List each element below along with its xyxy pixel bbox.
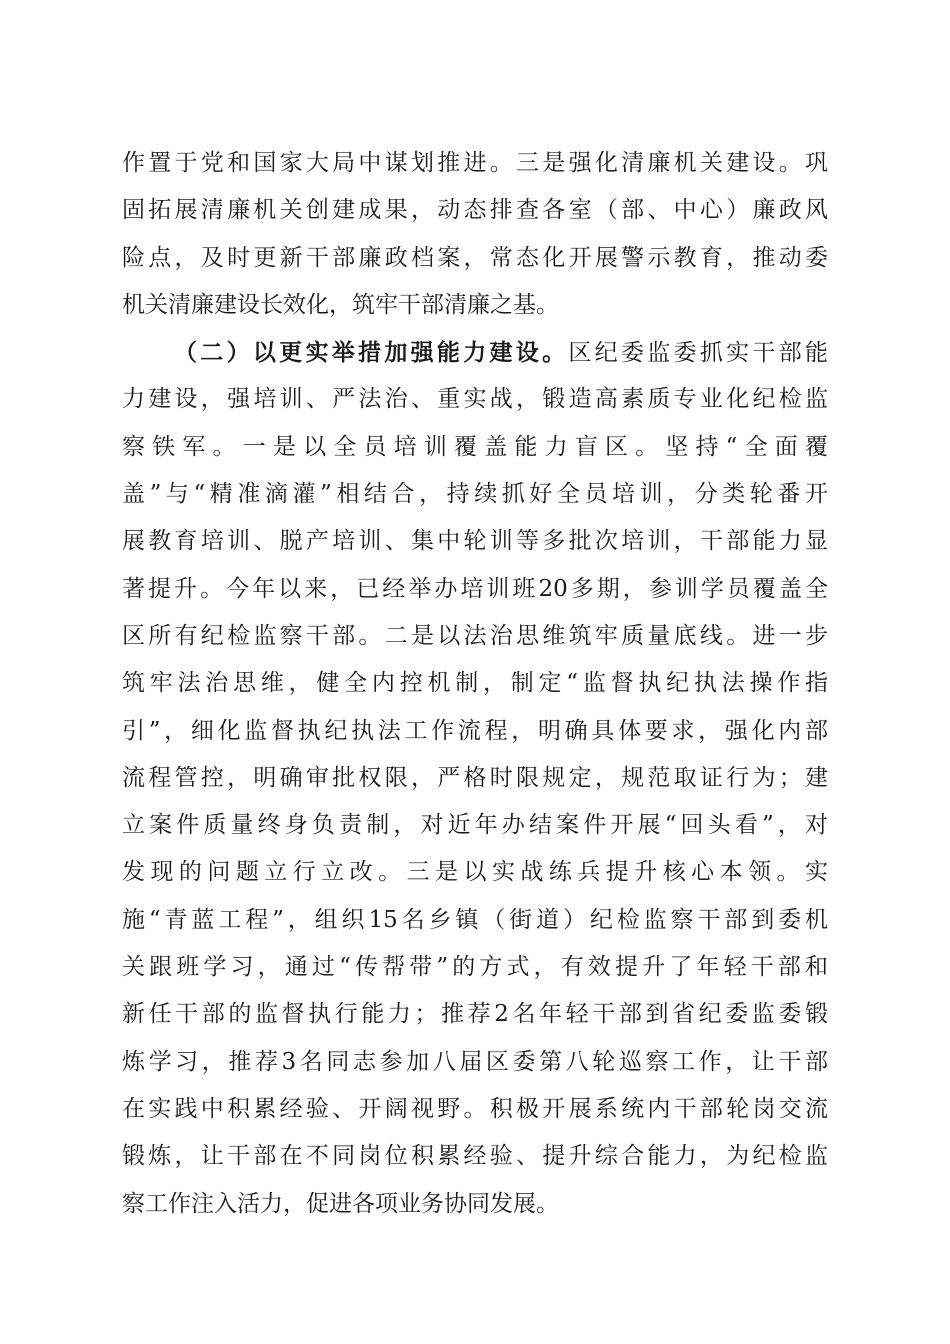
text-line: 锻炼，让干部在不同岗位积累经验、提升综合能力，为纪检监 — [122, 1143, 828, 1170]
text-line: 力建设，强培训、严法治、重实战，锻造高素质专业化纪检监 — [122, 386, 828, 413]
text-line: 炼学习，推荐3名同志参加八届区委第八轮巡察工作，让干部 — [122, 1048, 828, 1075]
text-line: 立案件质量终身负责制，对近年办结案件开展“回头看”，对 — [122, 812, 828, 839]
text-line: 固拓展清廉机关创建成果，动态排查各室（部、中心）廉政风 — [122, 197, 828, 224]
text-run: 区纪委监委抓实干部能 — [568, 340, 829, 367]
text-line: 筑牢法治思维，健全内控机制，制定“监督执纪执法操作指 — [122, 670, 828, 697]
text-line: 发现的问题立行立改。三是以实战练兵提升核心本领。实 — [122, 859, 828, 886]
paragraph-first-line — [122, 329, 828, 376]
text-line: 险点，及时更新干部廉政档案，常态化开展警示教育，推动委 — [122, 244, 828, 271]
body-text — [122, 140, 828, 1228]
section-heading: （二）以更实举措加强能力建设。 — [174, 339, 569, 367]
text-line: 察工作注入活力，促进各项业务协同发展。 — [122, 1190, 559, 1217]
text-line: 新任干部的监督执行能力；推荐2名年轻干部到省纪委监委锻 — [122, 1001, 828, 1028]
text-line: 引”，细化监督执纪执法工作流程，明确具体要求，强化内部 — [122, 717, 828, 744]
text-line: 展教育培训、脱产培训、集中轮训等多批次培训，干部能力显 — [122, 528, 828, 555]
text-line: 盖”与“精准滴灌”相结合，持续抓好全员培训，分类轮番开 — [122, 481, 828, 508]
paragraph-1 — [122, 140, 828, 329]
text-line: 关跟班学习，通过“传帮带”的方式，有效提升了年轻干部和 — [122, 954, 828, 981]
text-line: 察铁军。一是以全员培训覆盖能力盲区。坚持“全面覆 — [122, 433, 828, 460]
text-line: 流程管控，明确审批权限，严格时限规定，规范取证行为；建 — [122, 764, 828, 791]
text-line: 区所有纪检监察干部。二是以法治思维筑牢质量底线。进一步 — [122, 622, 828, 649]
text-line: 机关清廉建设长效化，筑牢干部清廉之基。 — [122, 291, 559, 318]
text-line: 著提升。今年以来，已经举办培训班20多期，参训学员覆盖全 — [122, 575, 828, 602]
text-line: 施“青蓝工程”，组织15名乡镇（街道）纪检监察干部到委机 — [122, 906, 828, 933]
text-line: 作置于党和国家大局中谋划推进。三是强化清廉机关建设。巩 — [122, 150, 828, 176]
text-line: 在实践中积累经验、开阔视野。积极开展系统内干部轮岗交流 — [122, 1095, 828, 1122]
paragraph-2 — [122, 329, 828, 1228]
